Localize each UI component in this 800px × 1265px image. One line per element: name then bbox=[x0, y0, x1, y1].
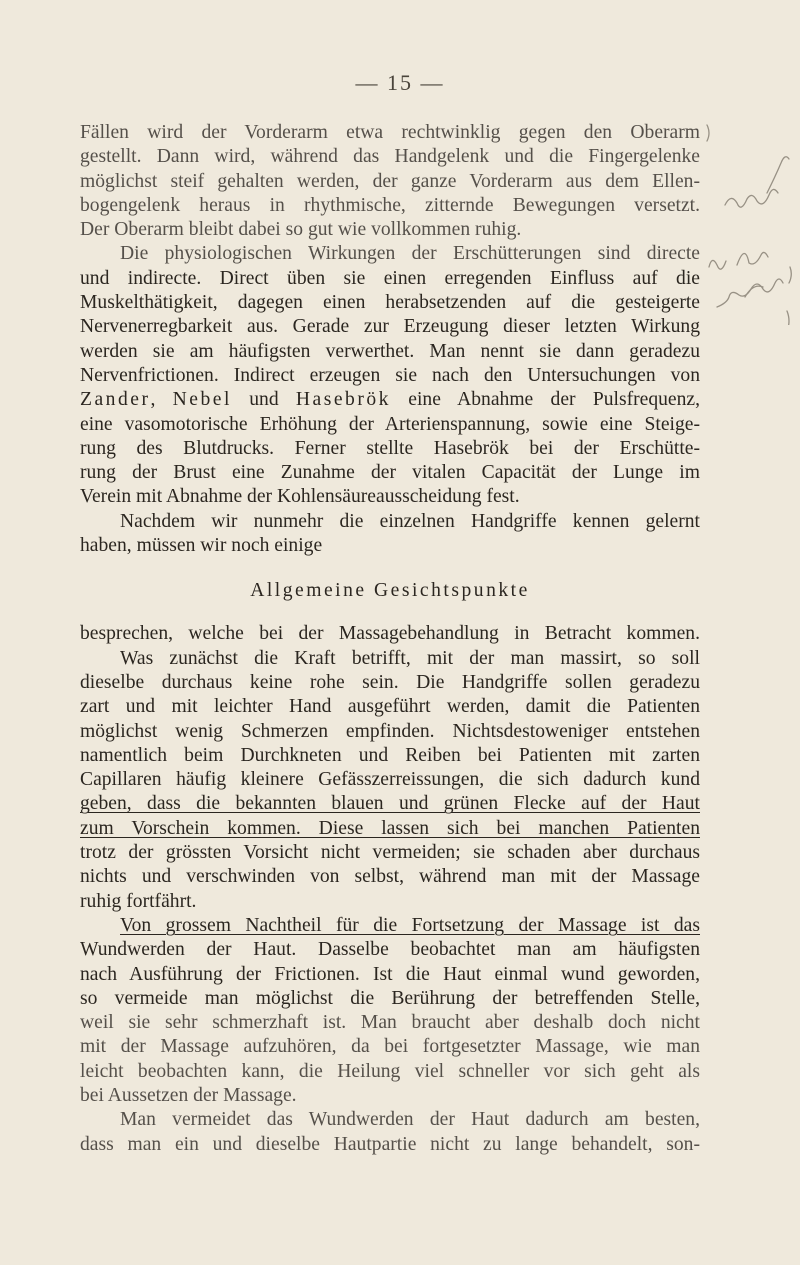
text-line: haben, müssen wir noch einige bbox=[80, 535, 323, 557]
text-line: und indirecte. Direct üben sie einen erregenden Einfluss auf die bbox=[80, 267, 700, 289]
text-line: trotz der grössten Vorsicht nicht vermeiden; sie schaden aber durchaus bbox=[80, 842, 700, 864]
paragraph-group-mid bbox=[80, 413, 700, 559]
text-line: Von grossem Nachtheil für die Fortsetzung der Massage ist das bbox=[120, 914, 700, 936]
text-line: namentlich beim Durchkneten und Reiben bei Patienten mit zarten bbox=[80, 744, 700, 766]
text-line: nach Ausführung der Frictionen. Ist die Haut einmal wund geworden, bbox=[80, 963, 700, 985]
name-zander: Zander bbox=[80, 389, 151, 411]
page-number: — 15 — bbox=[355, 70, 445, 95]
text-line: Die physiologischen Wirkungen der Erschütterungen sind directe bbox=[120, 243, 700, 265]
section-heading: Allgemeine Gesichtspunkte bbox=[250, 580, 530, 602]
text-line: Nervenfrictionen. Indirect erzeugen sie nach den Untersuchungen von bbox=[80, 364, 700, 386]
text-line: Muskelthätigkeit, dagegen einen herabsetzenden auf die gesteigerte bbox=[80, 292, 700, 314]
text-line: Fällen wird der Vorderarm etwa rechtwinklig gegen den Oberarm bbox=[80, 122, 700, 143]
line-suffix: eine Abnahme der Pulsfrequenz, bbox=[390, 389, 701, 411]
text-line-names: Zander, Nebel und Hasebrök eine Abnahme der Pulsfrequenz, bbox=[80, 389, 701, 411]
text-line: geben, dass die bekannten blauen und grünen Flecke auf der Haut bbox=[80, 793, 700, 815]
text-line: dieselbe durchaus keine rohe sein. Die Handgriffe sollen geradezu bbox=[80, 671, 700, 693]
text-line: rung des Blutdrucks. Ferner stellte Hasebrök bei der Erschütte- bbox=[80, 437, 700, 459]
text-line: leicht beobachten kann, die Heilung viel schneller vor sich geht als bbox=[80, 1060, 700, 1082]
text-line: Capillaren häufig kleinere Gefässzerreissungen, die sich dadurch kund bbox=[80, 769, 700, 791]
name-nebel: Nebel bbox=[172, 389, 232, 411]
text-line: möglichst steif gehalten werden, der ganze Vorderarm aus dem Ellen- bbox=[80, 170, 700, 192]
text-line: bogengelenk heraus in rhythmische, zitternde Bewegungen versetzt. bbox=[80, 194, 700, 216]
name-hasebroek: Hasebrök bbox=[295, 389, 391, 411]
text-line: Wundwerden der Haut. Dasselbe beobachtet man am häufigsten bbox=[80, 939, 700, 961]
text-line: bei Aussetzen der Massage. bbox=[80, 1084, 297, 1106]
handwritten-margin-note bbox=[705, 115, 800, 325]
text-line: besprechen, welche bei der Massagebehandlung in Betracht kommen. bbox=[80, 623, 700, 645]
text-line: ruhig fortfährt. bbox=[80, 890, 197, 912]
text-line: rung der Brust eine Zunahme der vitalen Capacität der Lunge im bbox=[80, 462, 700, 484]
text-line: Man vermeidet das Wundwerden der Haut dadurch am besten, bbox=[120, 1109, 700, 1131]
text-line: eine vasomotorische Erhöhung der Arterienspannung, sowie eine Steige- bbox=[80, 413, 700, 435]
text-line: so vermeide man möglichst die Berührung der betreffenden Stelle, bbox=[80, 987, 700, 1009]
text-line: mit der Massage aufzuhören, da bei fortgesetzter Massage, wie man bbox=[80, 1036, 700, 1058]
text-line: Verein mit Abnahme der Kohlensäureausscheidung fest. bbox=[80, 486, 520, 508]
name-conjunction: und bbox=[231, 389, 296, 411]
text-line: werden sie am häufigsten verwerthet. Man nennt sie dann geradezu bbox=[80, 340, 700, 362]
text-line: Nervenerregbarkeit aus. Gerade zur Erzeugung dieser letzten Wirkung bbox=[80, 316, 700, 338]
text-line: gestellt. Dann wird, während das Handgelenk und die Fingergelenke bbox=[80, 146, 700, 168]
text-line: dass man ein und dieselbe Hautpartie nicht zu lange behandelt, son- bbox=[80, 1133, 700, 1155]
body-text bbox=[80, 121, 700, 1157]
paragraph-group-top bbox=[80, 121, 700, 388]
paragraph-group-bottom bbox=[80, 622, 700, 1157]
text-line: Nachdem wir nunmehr die einzelnen Handgriffe kennen gelernt bbox=[120, 510, 700, 532]
text-line: Der Oberarm bleibt dabei so gut wie vollkommen ruhig. bbox=[80, 219, 522, 241]
text-line: weil sie sehr schmerzhaft ist. Man braucht aber deshalb doch nicht bbox=[80, 1012, 700, 1034]
text-line: Was zunächst die Kraft betrifft, mit der man massirt, so soll bbox=[120, 647, 700, 669]
text-line: möglichst wenig Schmerzen empfinden. Nichtsdestoweniger entstehen bbox=[80, 720, 700, 742]
text-line: zum Vorschein kommen. Diese lassen sich bei manchen Patienten bbox=[80, 817, 700, 839]
text-line: nichts und verschwinden von selbst, während man mit der Massage bbox=[80, 866, 700, 888]
text-line: zart und mit leichter Hand ausgeführt werden, damit die Patienten bbox=[80, 696, 700, 718]
